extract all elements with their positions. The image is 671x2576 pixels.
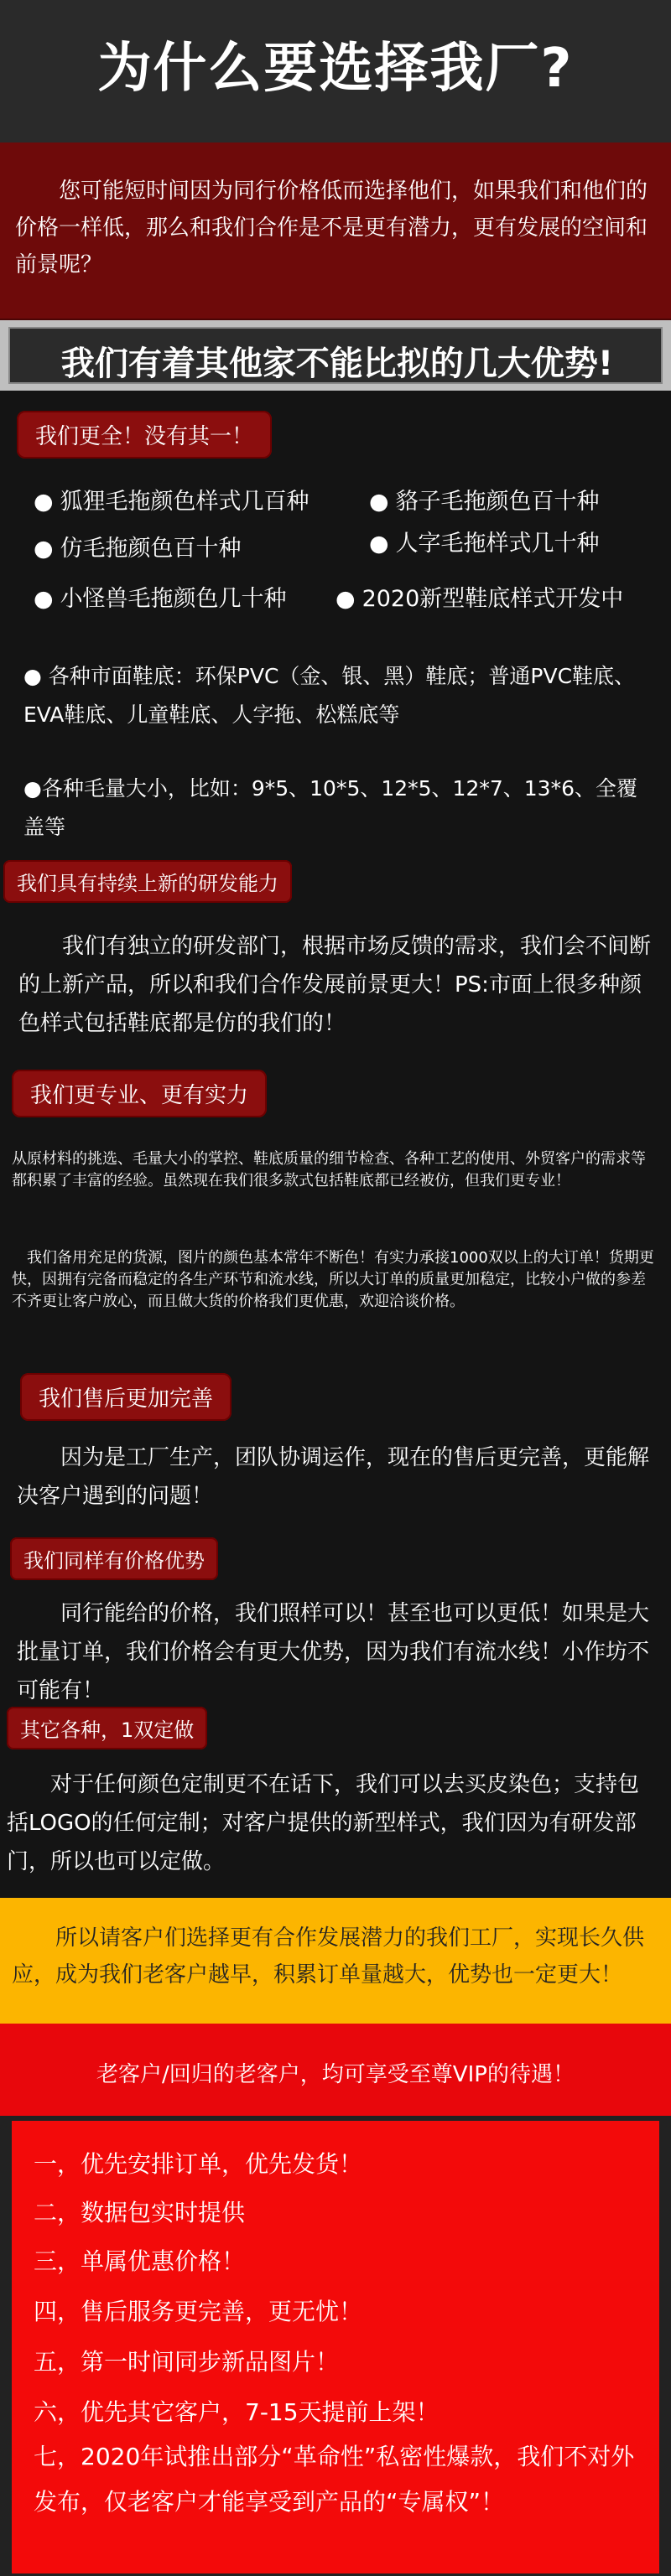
sizes-text: ●各种毛量大小，比如：9*5、10*5、12*5、12*7、13*6、全覆盖等 [23,776,637,839]
tag-price: 我们同样有价格优势 [10,1537,218,1580]
intro-panel [0,143,671,324]
tag-pro: 我们更专业、更有实力 [12,1070,267,1117]
perk-item: 四，售后服务更完善，更无忧！ [34,2298,363,2325]
bullet-item: ● 人字毛拖样式几十种 [369,525,600,557]
price-text: 同行能给的价格，我们照样可以！甚至也可以更低！如果是大批量订单，我们价格会有更大优势，因为我们有流水线！小作坊不可能有！ [17,1601,650,1703]
vip-perks [12,2121,659,2573]
perk-item: 六，优先其它客户，7-15天提前上架！ [34,2398,440,2426]
custom-text: 对于任何颜色定制更不在话下，我们可以去买皮染色；支持包括LOGO的任何定制；对客户提供的新型样式，我们因为有研发部门，所以也可以定做。 [7,1772,640,1874]
rd-text: 我们有独立的研发部门，根据市场反馈的需求，我们会不间断的上新产品，所以和我们合作发展前景更大！PS:市面上很多种颜色样式包括鞋底都是仿的我们的！ [18,934,652,1036]
tag-rd: 我们具有持续上新的研发能力 [3,860,292,903]
pro-text-1: 从原材料的挑选、毛量大小的掌控、鞋底质量的细节检查、各种工艺的使用、外贸客户的需求等都积累了丰富的经验。虽然现在我们很多款式包括鞋底都已经被仿，但我们更专业！ [12,1150,646,1190]
bullet-item: ● 2020新型鞋底样式开发中 [336,580,623,613]
soles-text: ● 各种市面鞋底：环保PVC（金、银、黑）鞋底；普通PVC鞋底、EVA鞋底、儿童鞋底、人字拖、松糕底等 [23,664,636,727]
vip-text: 老客户/回归的老客户，均可享受至尊VIP的待遇！ [96,2062,575,2087]
tag-custom: 其它各种，1双定做 [7,1707,207,1749]
vip-banner [0,2024,671,2116]
invite-text: 所以请客户们选择更有合作发展潜力的我们工厂，实现长久供应，成为我们老客户越早，积累订单量越大，优势也一定更大！ [12,1926,645,1988]
perk-item: 五，第一时间同步新品图片！ [34,2348,340,2376]
bullet-item: ● 小怪兽毛拖颜色几十种 [34,580,287,613]
tag-service: 我们售后更加完善 [20,1373,231,1421]
perk-item: 一，优先安排订单，优先发货！ [34,2150,363,2178]
service-text: 因为是工厂生产，团队协调运作，现在的售后更完善，更能解决客户遇到的问题！ [17,1445,650,1509]
page-title: 为什么要选择我厂? [97,38,574,100]
advantages-title: 我们有着其他家不能比拟的几大优势! [60,345,614,383]
advantages-banner [0,320,671,391]
pro-text-2: 我们备用充足的货源，图片的颜色基本常年不断色！有实力承接1000双以上的大订单！货期更快，因拥有完备而稳定的各生产环节和流水线，所以大订单的质量更加稳定，比较小户做的参差不齐更让客户放心，而且做大货的价格我们更优惠，欢迎洽谈价格。 [12,1249,654,1310]
hero-banner [0,0,671,143]
bullet-item: ● 貉子毛拖颜色百十种 [369,483,600,516]
perk-item: 七，2020年试推出部分“革命性”私密性爆款，我们不对外发布，仅老客户才能享受到产品的“专属权”！ [34,2443,635,2516]
intro-text: 您可能短时间因为同行价格低而选择他们，如果我们和他们的价格一样低，那么和我们合作是不是更有潜力，更有发展的空间和前景呢？ [15,179,648,277]
bullet-item: ● 狐狸毛拖颜色样式几百种 [34,483,309,516]
tag-complete: 我们更全！没有其一！ [17,411,272,459]
invite-panel [0,1898,671,2024]
advantages-content [0,391,671,1898]
bullet-item: ● 仿毛拖颜色百十种 [34,530,242,562]
perk-item: 三，单属优惠价格！ [34,2247,246,2275]
advantages-frame [8,327,663,384]
perk-item: 二，数据包实时提供 [34,2199,246,2226]
